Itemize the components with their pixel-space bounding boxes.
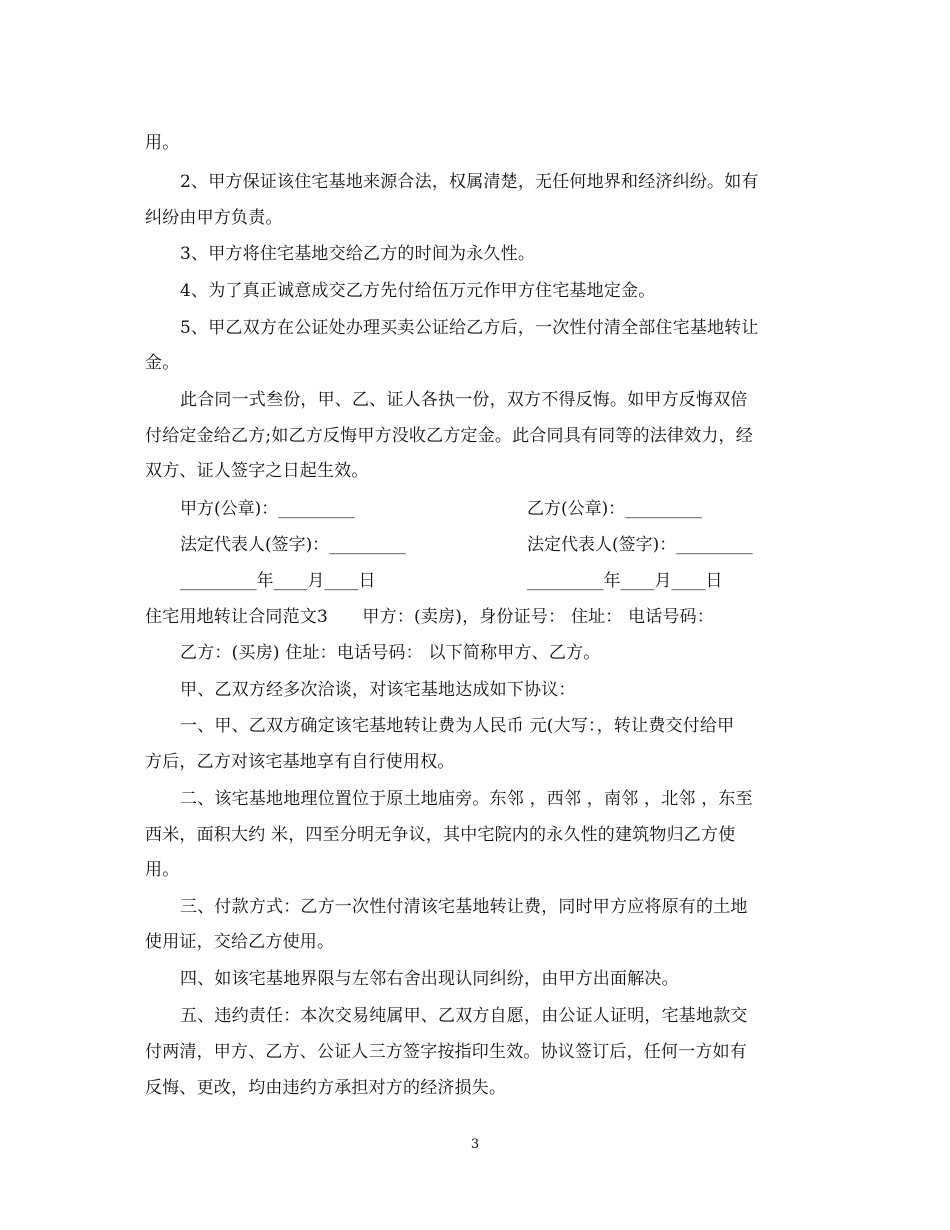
- party-a-date-field: _________年____月____日: [180, 571, 376, 591]
- article-5-line-1: 五、违约责任：本次交易纯属甲、乙双方自愿，由公证人证明，宅基地款交: [180, 1006, 748, 1026]
- copies-clause-line-1: 此合同一式叁份，甲、乙、证人各执一份，双方不得反悔。如甲方反悔双倍: [180, 390, 748, 410]
- clause-5-line-2: 金。: [145, 353, 180, 373]
- party-a-seal-field: 甲方(公章)：_________: [180, 499, 355, 519]
- article-2-line-2: 西米，面积大约 米，四至分明无争议，其中宅院内的永久性的建筑物归乙方使: [145, 825, 736, 845]
- article-1-line-2: 方后，乙方对该宅基地享有自行使用权。: [145, 752, 455, 772]
- copies-clause-line-3: 双方、证人签字之日起生效。: [145, 461, 369, 481]
- article-5-line-2: 付两清，甲方、乙方、公证人三方签字按指印生效。协议签订后，任何一方如有: [145, 1042, 747, 1062]
- article-1-line-1: 一、甲、乙双方确定该宅基地转让费为人民币 元(大写：，转让费交付给甲: [180, 716, 735, 736]
- party-b-representative-field: 法定代表人(签字)：_________: [527, 535, 753, 555]
- article-2-line-3: 用。: [145, 860, 180, 880]
- party-b-seal-field: 乙方(公章)：_________: [527, 499, 702, 519]
- text-line: 用。: [145, 133, 180, 153]
- article-3-line-2: 使用证，交给乙方使用。: [145, 932, 335, 952]
- party-b-info: 乙方：(买房) 住址：电话号码： 以下简称甲方、乙方。: [180, 643, 601, 663]
- article-5-line-3: 反悔、更改，均由违约方承担对方的经济损失。: [145, 1078, 507, 1098]
- clause-5-line-1: 5、甲乙双方在公证处办理买卖公证给乙方后，一次性付清全部住宅基地转让: [180, 318, 759, 338]
- party-a-representative-field: 法定代表人(签字)：_________: [180, 535, 406, 555]
- article-4: 四、如该宅基地界限与左邻右舍出现认同纠纷，由甲方出面解决。: [180, 969, 679, 989]
- article-3-line-1: 三、付款方式：乙方一次性付清该宅基地转让费，同时甲方应将原有的土地: [180, 897, 748, 917]
- clause-3: 3、甲方将住宅基地交给乙方的时间为永久性。: [180, 244, 536, 264]
- article-2-line-1: 二、该宅基地地理位置位于原土地庙旁。东邻 ，西邻 ，南邻 ，北邻 ，东至: [180, 789, 753, 809]
- copies-clause-line-2: 付给定金给乙方;如乙方反悔甲方没收乙方定金。此合同具有同等的法律效力，经: [145, 426, 753, 446]
- clause-2-line-1: 2、甲方保证该住宅基地来源合法，权属清楚，无任何地界和经济纠纷。如有: [180, 172, 759, 192]
- contract-heading: 住宅用地转让合同范文3 甲方：(卖房)，身份证号： 住址： 电话号码：: [145, 607, 715, 627]
- clause-2-line-2: 纠纷由甲方负责。: [145, 208, 283, 228]
- party-b-date-field: _________年____月____日: [527, 571, 723, 591]
- agreement-intro: 甲、乙双方经多次洽谈，对该宅基地达成如下协议：: [180, 680, 576, 700]
- clause-4: 4、为了真正诚意成交乙方先付给伍万元作甲方住宅基地定金。: [180, 281, 656, 301]
- page-number: 3: [470, 1137, 480, 1152]
